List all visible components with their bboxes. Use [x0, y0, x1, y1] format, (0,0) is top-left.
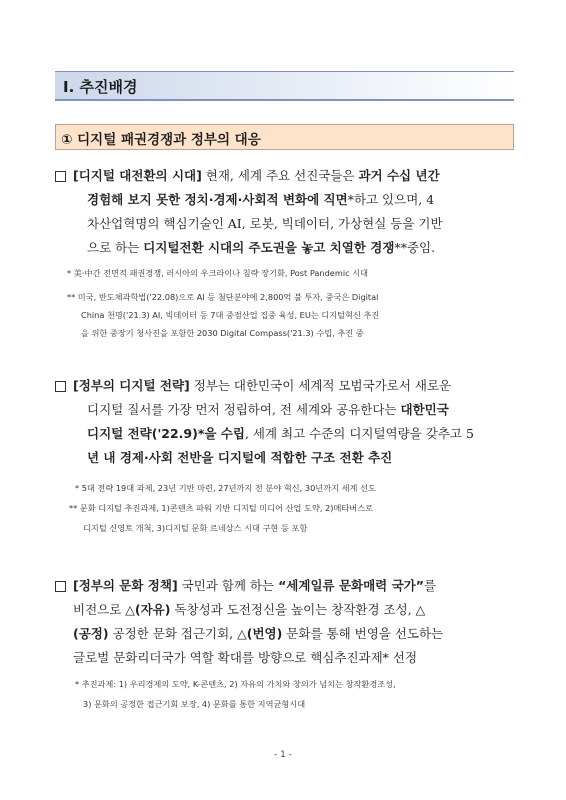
item-1-line-1: [디지털 대전환의 시대] 현재, 세계 주요 선진국들은 과거 수십 년간	[73, 168, 440, 183]
item-1-heading: [디지털 대전환의 시대]	[73, 168, 202, 183]
item-2-line-4: 년 내 경제·사회 전반을 디지털에 적합한 구조 전환 추진	[87, 450, 393, 465]
item-1-footnote-1: * 美·中간 전면적 패권경쟁, 러시아의 우크라이나 침략 장기화, Post Pandemic 시대	[67, 268, 369, 278]
subsection-title: ① 디지털 패권경쟁과 정부의 대응	[61, 132, 261, 148]
item-1-footnote-2-cont2: 을 위한 중장기 청사진을 포함한 2030 Digital Compass('21.3) 수립, 추진 중	[81, 328, 364, 338]
item-2-line-2: 디지털 질서를 가장 먼저 정립하여, 전 세계와 공유한다는 대한민국	[87, 402, 449, 417]
item-3-line-3: (공정) 공정한 문화 접근기회, △(번영) 문화를 통해 번영을 선도하는	[73, 626, 444, 641]
item-3-line-1: [정부의 문화 정책] 국민과 함께 하는 “세계일류 문화매력 국가”를	[73, 578, 437, 593]
checkbox-icon	[55, 581, 66, 592]
item-2-footnote-1: * 5대 전략 19대 과제, 23년 기반 마련, 27년까지 전 분야 혁신, 30년까지 세계 선도	[75, 483, 376, 493]
item-2-heading: [정부의 디지털 전략]	[73, 378, 190, 393]
page-number: - 1 -	[274, 750, 292, 760]
checkbox-icon	[55, 381, 66, 392]
section-header	[55, 71, 514, 101]
item-3-line-4: 글로벌 문화리더국가 역할 확대를 방향으로 핵심추진과제* 선정	[73, 650, 418, 665]
subsection-header	[55, 124, 514, 150]
item-3-heading: [정부의 문화 정책]	[73, 578, 178, 593]
item-3-line-2: 비전으로 △(자유) 독창성과 도전정신을 높이는 창작환경 조성, △	[73, 602, 426, 617]
section-title: Ⅰ. 추진배경	[63, 78, 138, 96]
item-2-footnote-2-cont: 디지털 신영토 개척, 3)디지털 문화 르네상스 시대 구현 등 포함	[83, 523, 308, 533]
item-1-line-4: 으로 하는 디지털전환 시대의 주도권을 놓고 치열한 경쟁**중임.	[87, 240, 436, 255]
item-2-line-3: 디지털 전략('22.9)*을 수립, 세계 최고 수준의 디지털역량을 갖추고 5	[87, 426, 474, 441]
checkbox-icon	[55, 171, 66, 182]
item-2-line-1: [정부의 디지털 전략] 정부는 대한민국이 세계적 모범국가로서 새로운	[73, 378, 452, 393]
item-3-footnote-1: * 추진과제: 1) 우리경제의 도약, K-콘텐츠, 2) 자유의 가치와 창의가 넘치는 창작환경조성,	[75, 679, 396, 689]
item-1-line-3: 차산업혁명의 핵심기술인 AI, 로봇, 빅데이터, 가상현실 등을 기반	[87, 216, 443, 231]
item-2-footnote-2: ** 문화 디지털 추진과제, 1)콘텐츠 파워 기반 디지털 미디어 산업 도약, 2)메타버스로	[69, 503, 374, 513]
item-1-line-2: 경험해 보지 못한 정치·경제·사회적 변화에 직면*하고 있으며, 4	[87, 192, 435, 207]
item-1-footnote-2: ** 미국, 반도체과학법('22.08)으로 AI 등 첨단분야에 2,800억 불 투자, 중국은 Digital	[67, 292, 379, 302]
item-1-footnote-2-cont: China 천명('21.3) AI, 빅데이터 등 7대 중점산업 집중 육성, EU는 디지털혁신 추진	[81, 310, 380, 320]
item-3-footnote-1-cont: 3) 문화의 공정한 접근기회 보장, 4) 문화를 통한 지역균형시대	[83, 699, 306, 709]
